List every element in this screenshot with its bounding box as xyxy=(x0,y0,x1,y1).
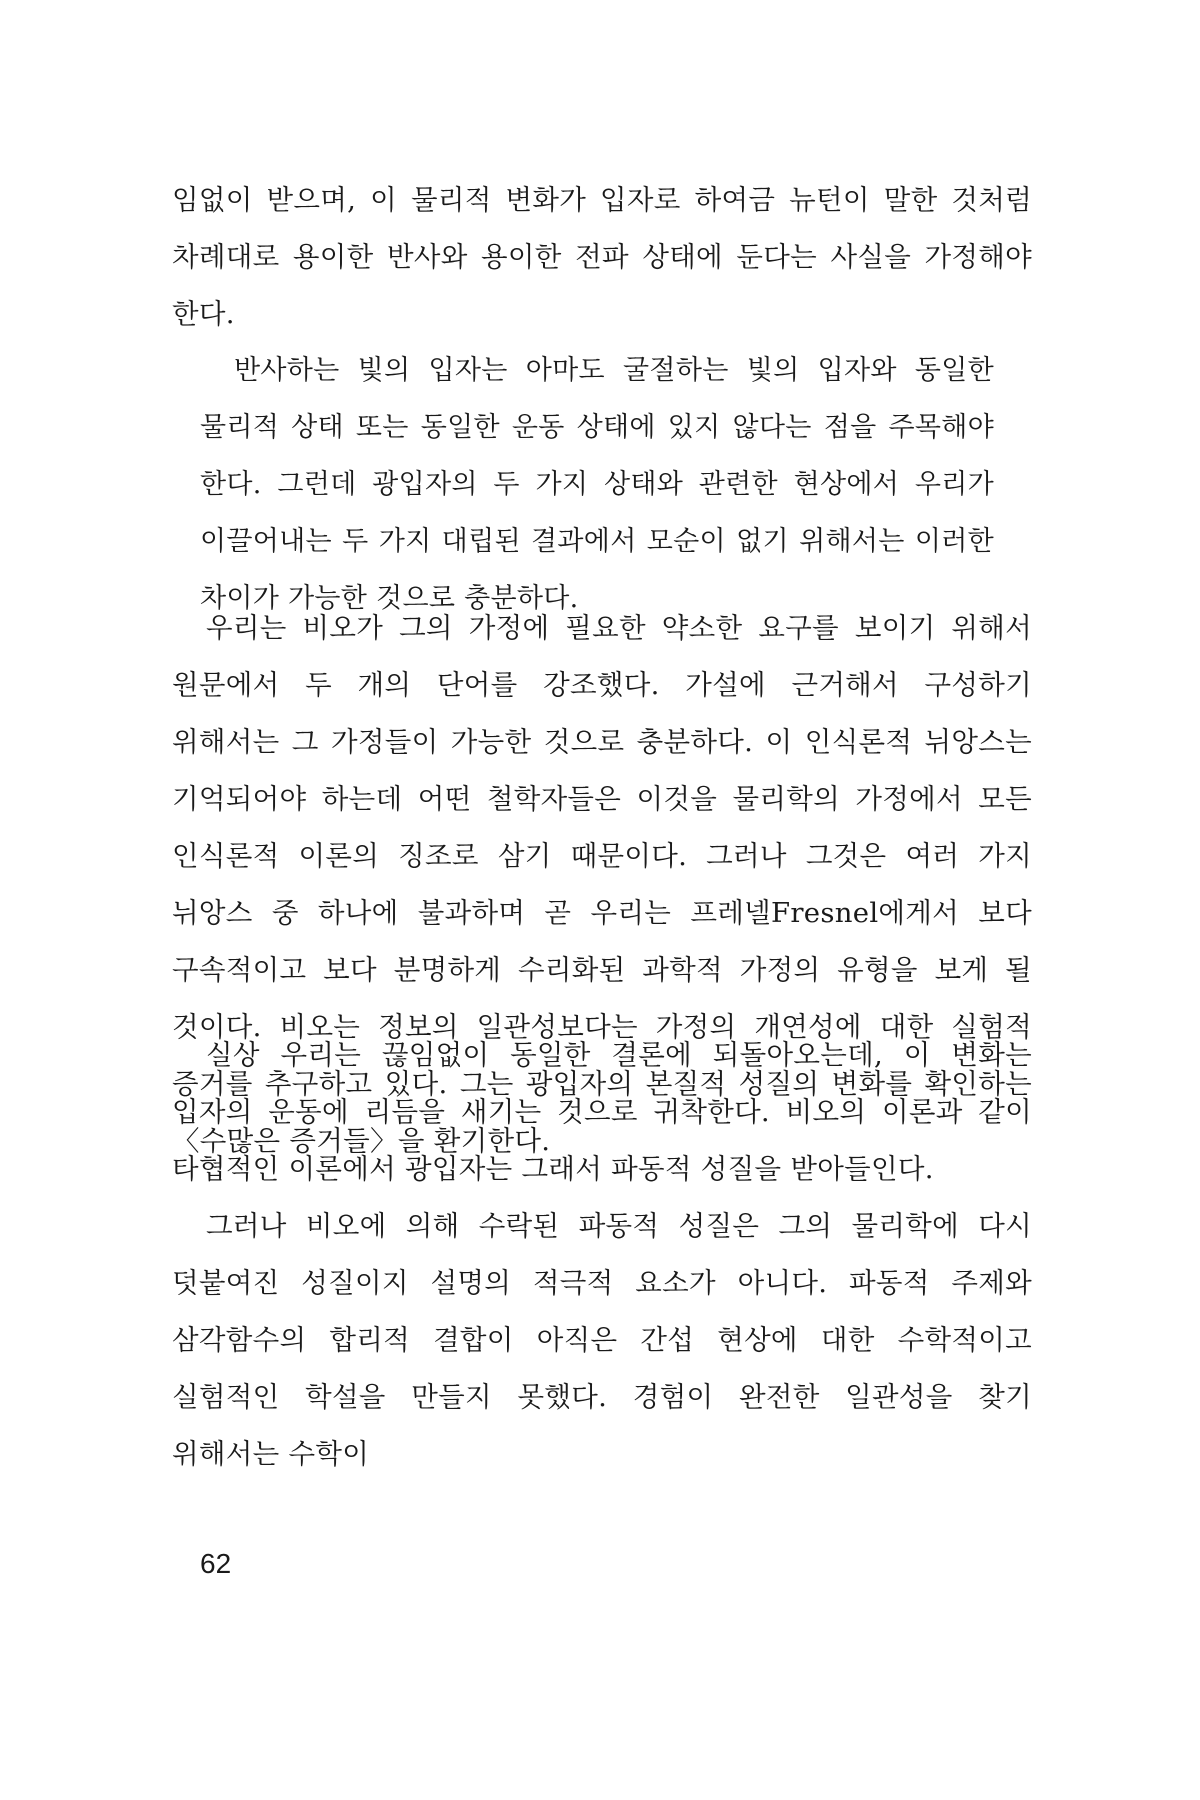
block-quote: 반사하는 빛의 입자는 아마도 굴절하는 빛의 입자와 동일한 물리적 상태 또는 동일한 운동 상태에 있지 않다는 점을 주목해야 한다. 그런데 광입자의 두 가지 상태와 관련한 현상에서 우리가 이끌어내는 두 가지 대립된 결과에서 모순이 없기 위해서는 이러한 차이가 가능한 것으로 충분하다. xyxy=(200,355,994,614)
paragraph-continued: 임없이 받으며, 이 물리적 변화가 입자로 하여금 뉴턴이 말한 것처럼 차례대로 용이한 반사와 용이한 전파 상태에 둔다는 사실을 가정해야 한다. xyxy=(172,184,1032,330)
page-number: 62 xyxy=(200,1548,232,1579)
paragraph-3: 실상 우리는 끊임없이 동일한 결론에 되돌아오는데, 이 변화는 입자의 운동에 리듬을 새기는 것으로 귀착한다. 비오의 이론과 같이 타협적인 이론에서 광입자는 그래서 파동적 성질을 받아들인다. xyxy=(172,1039,1032,1185)
paragraph-4: 그러나 비오에 의해 수락된 파동적 성질은 그의 물리학에 다시 덧붙여진 성질이지 설명의 적극적 요소가 아니다. 파동적 주제와 삼각함수의 합리적 결합이 아직은 간섭 현상에 대한 수학적이고 실험적인 학설을 만들지 못했다. 경험이 완전한 일관성을 찾기 위해서는 수학이 xyxy=(172,1210,1032,1470)
paragraph-2: 우리는 비오가 그의 가정에 필요한 약소한 요구를 보이기 위해서 원문에서 두 개의 단어를 강조했다. 가설에 근거해서 구성하기 위해서는 그 가정들이 가능한 것으로 충분하다. 이 인식론적 뉘앙스는 기억되어야 하는데 어떤 철학자들은 이것을 물리학의 가정에서 모든 인식론적 이론의 징조로 삼기 때문이다. 그러나 그것은 여러 가지 뉘앙스 중 하나에 불과하며 곧 우리는 프레넬Fresnel에게서 보다 구속적이고 보다 분명하게 수리화된 과학적 가정의 유형을 보게 될 것이다. 비오는 정보의 일관성보다는 가정의 개연성에 대한 실험적 증거를 추구하고 있다. 그는 광입자의 본질적 성질의 변화를 확인하는 〈수많은 증거들〉을 환기한다. xyxy=(172,612,1032,1157)
